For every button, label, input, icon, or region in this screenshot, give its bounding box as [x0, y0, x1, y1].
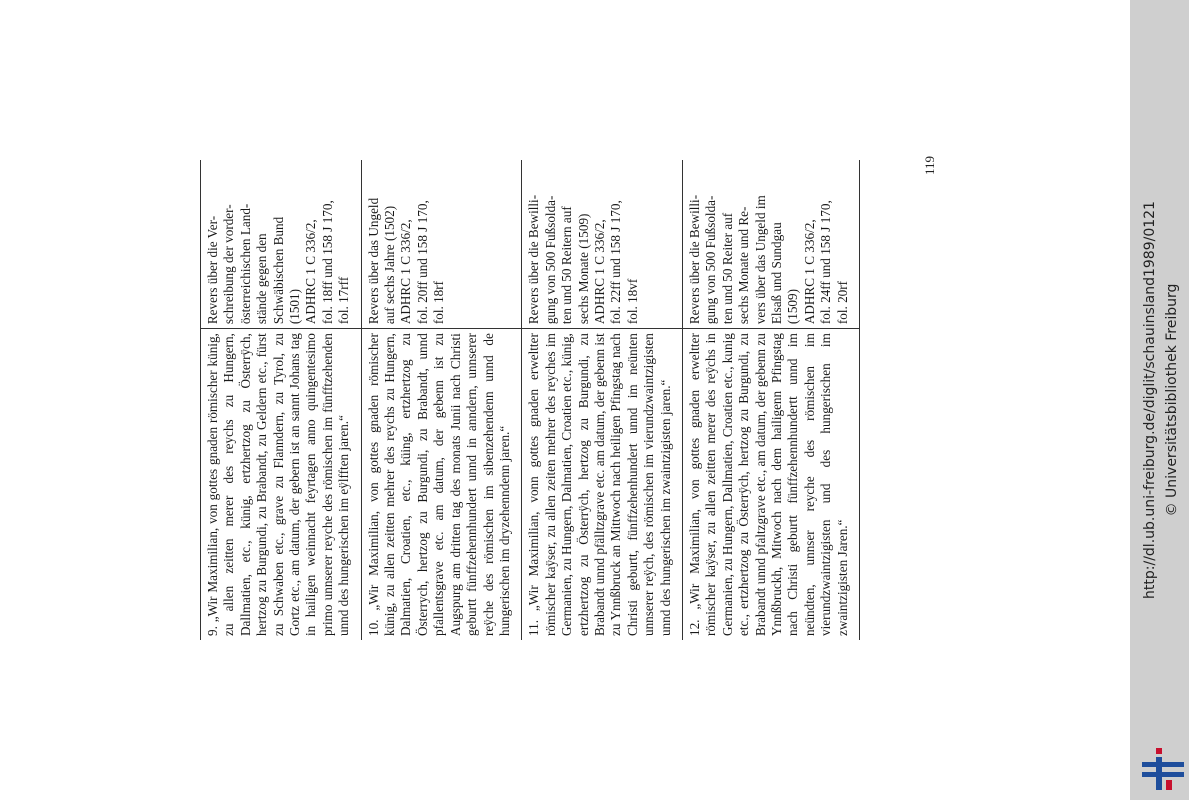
note-line: (1509): [785, 288, 801, 325]
table-row: [361, 160, 522, 640]
entry-number: 10.: [365, 619, 381, 636]
note-line: Revers über die Bewilli-: [686, 194, 702, 325]
note-line: ADHRC 1 C 336/2,: [801, 219, 817, 325]
ub-freiburg-logo-icon: [1142, 748, 1184, 790]
copyright-text: © Universitätsbibliothek Freiburg: [1164, 283, 1180, 517]
entry-quote: „Wir Maximilian, vonn gottes gnaden erweltter römischer kaÿser, zu allen zeiten mehrer des reyches im Germanien, zu Hungern, Dalmatien, Croatien etc., künig, ertzhertzog zu Österrÿch, hertzog zu Burgundi, zu Brabandt unnd pfälltzgrave etc. am datum, der gebenn ist zu Ynnßbruck an Mittwoch nach heiligen Pfingstag nach Christi geburtt, fünffzehenhundert unnd im neünten unnserer reÿch, des römischen im vierundzwaintzigisten unnd des hungerischen im zwaintzigisten jaren.“: [526, 333, 673, 636]
source-url-link[interactable]: http://dl.ub.uni-freiburg.de/diglit/schauinsland1989/0121: [1142, 201, 1158, 599]
note-line: gung von 500 Fußsolda-: [542, 195, 558, 325]
entry-text: [682, 329, 859, 640]
note-line: sechs Monate (1509): [575, 213, 591, 325]
note-line: ten und 50 Reitern auf: [559, 206, 575, 325]
note-line: (1501): [287, 288, 303, 325]
entry-note: [522, 160, 683, 329]
note-line: österreichischen Land-: [237, 203, 253, 325]
entry-note: [682, 160, 859, 329]
note-line: ADHRC 1 C 336/2,: [591, 219, 607, 325]
note-line: ADHRC 1 C 336/2,: [398, 219, 414, 325]
entry-text: [361, 329, 522, 640]
table-row: [522, 160, 683, 640]
entry-number: 12.: [686, 619, 702, 636]
note-line: Schwäbischen Bund: [270, 216, 286, 325]
note-line: fol. 20rf: [834, 280, 850, 325]
note-line: fol. 18rf: [431, 280, 447, 325]
table-row: [201, 160, 362, 640]
entry-text: [201, 329, 362, 640]
entry-number: 9.: [205, 626, 220, 636]
note-line: fol. 18ff und 158 J 170,: [319, 200, 335, 325]
note-line: Revers über die Bewilli-: [526, 194, 542, 325]
note-line: fol. 17rff: [336, 276, 352, 325]
document-table: [200, 160, 900, 640]
note-line: fol. 24ff und 158 J 170,: [818, 200, 834, 325]
entry-note: [201, 160, 362, 329]
note-line: ADHRC 1 C 336/2,: [303, 219, 319, 325]
note-line: stände gegen den: [254, 233, 270, 325]
library-sidebar: [1130, 0, 1189, 800]
entry-quote: „Wir Maximilian, von gottes gnaden erweltter römischer kaÿser, zu allen zeitten merer des reÿchs in Germanien, zu Hungern, Dallmatien, Croatien etc., kunig etc., ertzhertzog zu Österrÿch, hertzog zu Burgundi, zu Brabandt unnd pfaltzgrave etc., am datum, der gebenn zu Ynnßbruckh, Mitwoch nach dem hailigenn Pfingstag nach Christi geburtt fünffzehennhundertt unnd im neündten, unnser reyche des römischen im vierundzwaintzigisten und des hungerischen im zwaintzigisten Jaren.“: [686, 333, 850, 636]
note-line: vers über das Ungeld im: [752, 195, 768, 325]
page-number: 119: [922, 155, 937, 175]
note-line: fol. 22ff und 158 J 170,: [608, 200, 624, 325]
note-line: Elsaß und Sundgau: [769, 222, 784, 325]
entry-quote: „Wir Maximilian, von gottes gnaden römischer künig, zu allen zeitten merer des reychs zu Hungern, Dallmatien, etc., künig, ertzhertzog zu Österrÿch, hertzog zu Burgundi, zu Brabandt, zu Geldern etc., fürst zu Schwaben etc., grave zu Flanndern, zu Tyrol, zu Gortz etc., am datum, der gebern ist an sannt Johans tag in hailigen weinnacht feyrtagen anno quingentesimo primo unnserer reyche des römischen im fünfftzehenden unnd des hungerischen im eÿlfften jaren.“: [205, 333, 352, 636]
note-line: fol. 20ff und 158 J 170,: [414, 200, 430, 325]
note-line: schreibung der vorder-: [221, 204, 237, 325]
note-line: Revers über die Ver-: [205, 215, 220, 325]
note-line: gung von 500 Fußsolda-: [703, 195, 719, 325]
entry-text: [522, 329, 683, 640]
note-line: Revers über das Ungeld: [365, 197, 381, 325]
entry-note: [361, 160, 522, 329]
note-line: ten und 50 Reiter auf: [719, 212, 735, 325]
entry-number: 11.: [526, 620, 542, 636]
note-line: fol. 18vf: [624, 278, 640, 325]
note-line: auf sechs Jahre (1502): [382, 205, 398, 325]
entry-quote: „Wir Maximilian, von gottes gnaden römischer künig, zu allen zeitten mehrer des reychs zu Hungern, Dalmatien, Croatien, etc., küing, ertzhertzog zu Österrych, hertzog zu Burgundi, zu Brabandt, unnd pfallentsgrave etc. am datum, der gebenn ist zu Augspurg am dritten tag des monats Junii nach Christi geburtt fünffzehennhundert unnd in anndern, unnserer reÿche des römischen im sibenzehendenn unnd de hungerischen im dryzehenndenn jaren.“: [365, 333, 512, 636]
note-line: sechs Monate und Re-: [736, 206, 752, 325]
table-row: [682, 160, 859, 640]
